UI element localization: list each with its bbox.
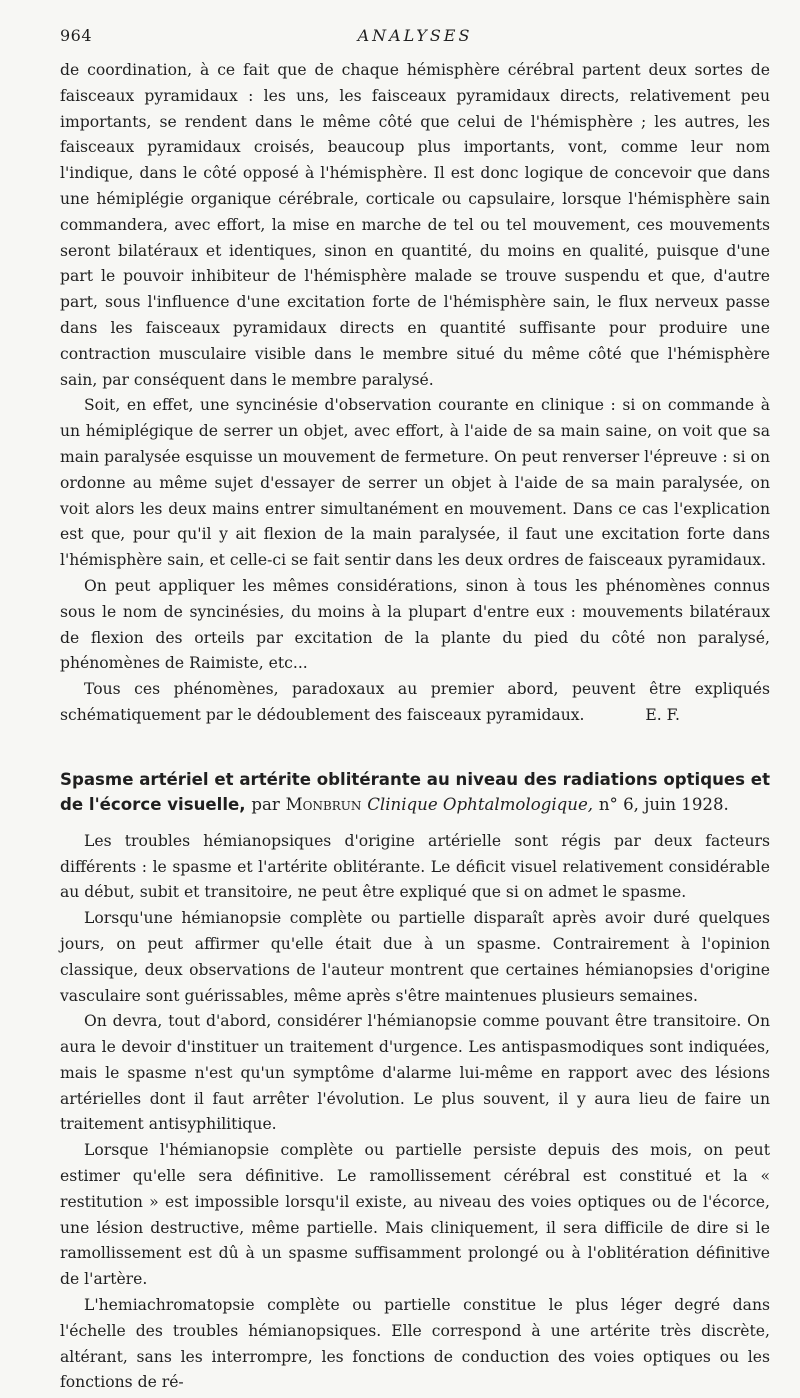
paragraph: Les troubles hémianopsiques d'origine artérielle sont régis par deux facteurs différents : le spasme et l'artérite oblitérante. Le déficit visuel relativement considérable au début, subit et transitoire, ne peut être expliqué que si on admet le spasme. xyxy=(60,831,770,902)
journal-issue: n° 6, juin 1928. xyxy=(598,794,729,814)
paragraph: Soit, en effet, une syncinésie d'observation courante en clinique : si on commande à un hémiplégique de serrer un objet, avec effort, à l'aide de sa main saine, on voit que sa main paralysée esquisse un mouvement de fermeture. On peut renverser l'épreuve : si on ordonne au même sujet d'essayer de serrer un objet à l'aide de sa main paralysée, on voit alors les deux mains entrer simultanément en mouvement. Dans ce cas l'explication est que, pour qu'il y ait flexion de la main paralysée, il faut une excitation forte dans l'hémisphère sain, et celle-ci se fait sentir dans les deux ordres de faisceaux pyramidaux. xyxy=(60,396,770,570)
second-article xyxy=(60,767,770,1397)
paragraph-text: Tous ces phénomènes, paradoxaux au premier abord, peuvent être expliqués schématiquement par le dédoublement des faisceaux pyramidaux. xyxy=(60,680,770,724)
running-head xyxy=(60,26,770,58)
paragraph: On devra, tout d'abord, considérer l'hémianopsie comme pouvant être transitoire. On aura le devoir d'instituer un traitement d'urgence. Les antispasmodiques sont indiquées, mais le spasme n'est qu'un symptôme d'alarme lui-même en rapport avec des lésions artérielles dont il faut arrêter l'évolution. Le plus souvent, il y aura lieu de faire un traitement antisyphilitique. xyxy=(60,1012,770,1134)
paragraph: Lorsqu'une hémianopsie complète ou partielle disparaît après avoir duré quelques jours, on peut affirmer qu'elle était due à un spasme. Contrairement à l'opinion classique, deux observations de l'auteur montrent que certaines hémianopsies d'origine vasculaire sont guérissables, même après s'être maintenues plusieurs semaines. xyxy=(60,909,770,1005)
paragraph: Lorsque l'hémianopsie complète ou partielle persiste depuis des mois, on peut estimer qu'elle sera définitive. Le ramollissement cérébral est constitué et la « restitution » est impossible lorsqu'il existe, au niveau des voies optiques ou de l'écorce, une lésion destructive, même partielle. Mais cliniquement, il sera difficile de dire si le ramollissement est dû à un spasme suffisamment prolongé ou à l'oblitération définitive de l'artère. xyxy=(60,1141,770,1289)
article-title: Spasme artériel et artérite oblitérante au niveau des radiations optiques et de l'écorce visuelle, xyxy=(60,769,770,814)
page-number: 964 xyxy=(60,26,93,45)
first-article xyxy=(60,58,770,729)
journal-name: Clinique Ophtalmologique, xyxy=(367,794,594,814)
paragraph: On peut appliquer les mêmes considérations, sinon à tous les phénomènes connus sous le nom de syncinésies, du moins à la plupart d'entre eux : mouvements bilatéraux de flexion des orteils par excitation de la plante du pied du côté non paralysé, phénomènes de Raimiste, etc... xyxy=(60,576,770,673)
author-name: Monbrun xyxy=(285,794,362,814)
byline-par: par xyxy=(251,794,280,814)
running-title: ANALYSES xyxy=(357,26,473,45)
paragraph: de coordination, à ce fait que de chaque hémisphère cérébral partent deux sortes de faisceaux pyramidaux : les uns, les faisceaux pyramidaux directs, relativement peu importants, se rendent dans le même côté que celui de l'hémisphère ; les autres, les faisceaux pyramidaux croisés, beaucoup plus importants, vont, comme leur nom l'indique, dans le côté opposé à l'hémisphère. Il est donc logique de concevoir que dans une hémiplégie organique cérébrale, corticale ou capsulaire, lorsque l'hémisphère sain commandera, avec effort, la mise en marche de tel ou tel mouvement, ces mouvements seront bilatéraux et identiques, sinon en quantité, du moins en qualité, puisque d'une part le pouvoir inhibiteur de l'hémisphère malade se trouve suspendu et que, d'autre part, sous l'influence d'une excitation forte de l'hémisphère sain, le flux nerveux passe dans les faisceaux pyramidaux directs en quantité suffisante pour produire une contraction musculaire visible dans le membre situé du même côté que l'hémisphère sain, par conséquent dans le membre paralysé. xyxy=(60,61,770,389)
author-signature: E. F. xyxy=(645,705,680,724)
article-heading xyxy=(60,767,770,817)
paragraph: L'hemiachromatopsie complète ou partielle constitue le plus léger degré dans l'échelle des troubles hémianopsiques. Elle correspond à une artérite très discrète, altérant, sans les interrompre, les fonctions de conduction des voies optiques ou les fonctions de ré- xyxy=(60,1296,770,1392)
paragraph-last xyxy=(60,677,770,729)
